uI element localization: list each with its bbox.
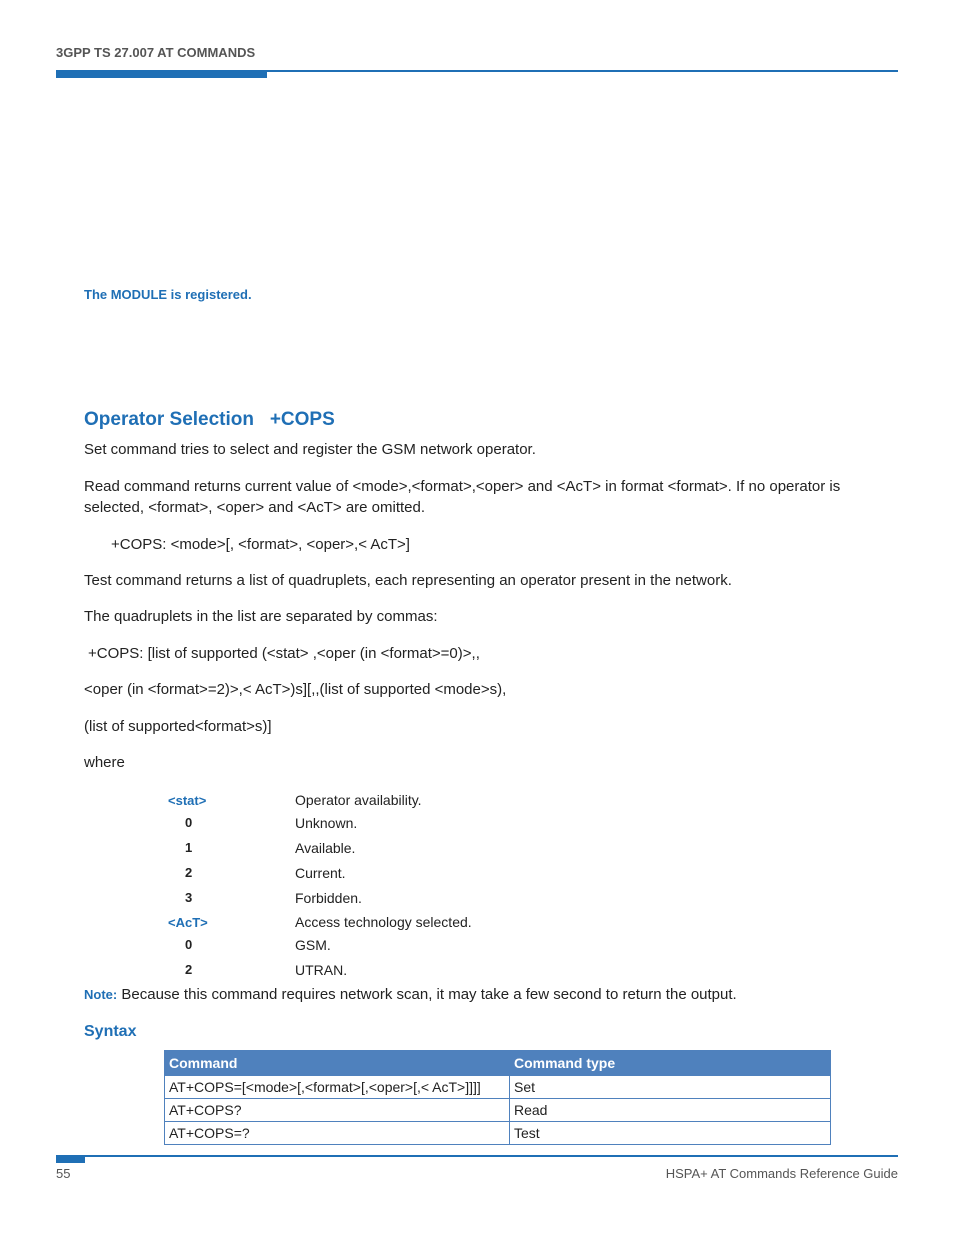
- read-command-paragraph-line2: selected, <format>, <oper> and <AcT> are omitted.: [84, 499, 426, 516]
- column-header-command-type: Command type: [510, 1051, 831, 1076]
- stat-value-term: 2: [185, 865, 193, 880]
- stat-value-desc: Available.: [295, 840, 356, 856]
- command-cell: AT+COPS=[<mode>[,<format>[,<oper>[,< AcT>]]]]: [165, 1076, 510, 1099]
- footer-doc-title: HSPA+ AT Commands Reference Guide: [665, 1166, 898, 1181]
- act-value-desc: GSM.: [295, 937, 331, 953]
- running-header-title: 3GPP TS 27.007 AT COMMANDS: [56, 45, 256, 60]
- command-type-cell: Set: [510, 1076, 831, 1099]
- act-value-term: 2: [185, 962, 193, 977]
- act-value-term: 0: [185, 937, 193, 952]
- module-registered-note: The MODULE is registered.: [84, 287, 252, 302]
- stat-value-term: 3: [185, 890, 193, 905]
- note-text: Because this command requires network scan, it may take a few second to return the output.: [117, 986, 737, 1003]
- syntax-table: [164, 1050, 831, 1145]
- test-response-line3: (list of supported<format>s)]: [84, 718, 272, 735]
- table-row: [165, 1099, 831, 1122]
- quadruplets-paragraph: The quadruplets in the list are separated by commas:: [84, 608, 438, 625]
- footer-rule-accent: [56, 1155, 85, 1163]
- command-cell: AT+COPS=?: [165, 1122, 510, 1145]
- table-row: [165, 1122, 831, 1145]
- stat-value-term: 0: [185, 815, 193, 830]
- act-value-desc: UTRAN.: [295, 962, 348, 978]
- note-line: [84, 986, 737, 1003]
- page-number: 55: [56, 1166, 71, 1181]
- syntax-heading: Syntax: [84, 1023, 137, 1040]
- param-stat-desc: Operator availability.: [295, 792, 422, 808]
- param-act-term: <AcT>: [168, 915, 208, 930]
- stat-value-desc: Current.: [295, 865, 346, 881]
- read-response-format: +COPS: <mode>[, <format>, <oper>,< AcT>]: [111, 536, 410, 553]
- set-command-paragraph: Set command tries to select and register the GSM network operator.: [84, 441, 536, 458]
- stat-value-term: 1: [185, 840, 193, 855]
- footer-rule: [56, 1155, 898, 1157]
- test-command-paragraph: Test command returns a list of quadruplets, each representing an operator present in the network.: [84, 572, 732, 589]
- stat-value-desc: Unknown.: [295, 815, 358, 831]
- command-cell: AT+COPS?: [165, 1099, 510, 1122]
- column-header-command: Command: [165, 1051, 510, 1076]
- param-stat-term: <stat>: [168, 793, 207, 808]
- test-response-line1: +COPS: [list of supported (<stat> ,<oper (in <format>=0)>,,: [88, 645, 480, 662]
- section-title: Operator Selection +COPS: [84, 409, 335, 430]
- note-label: Note:: [84, 987, 118, 1002]
- param-act-desc: Access technology selected.: [295, 914, 472, 930]
- where-label: where: [84, 754, 125, 771]
- test-response-line2: <oper (in <format>=2)>,< AcT>)s][,,(list of supported <mode>s),: [84, 681, 507, 698]
- read-command-paragraph-line1: Read command returns current value of <mode>,<format>,<oper> and <AcT> in format <format>. If no operator is: [84, 478, 841, 495]
- table-header-row: [165, 1051, 831, 1076]
- header-rule-accent: [56, 70, 267, 78]
- command-type-cell: Test: [510, 1122, 831, 1145]
- table-row: [165, 1076, 831, 1099]
- stat-value-desc: Forbidden.: [295, 890, 362, 906]
- command-type-cell: Read: [510, 1099, 831, 1122]
